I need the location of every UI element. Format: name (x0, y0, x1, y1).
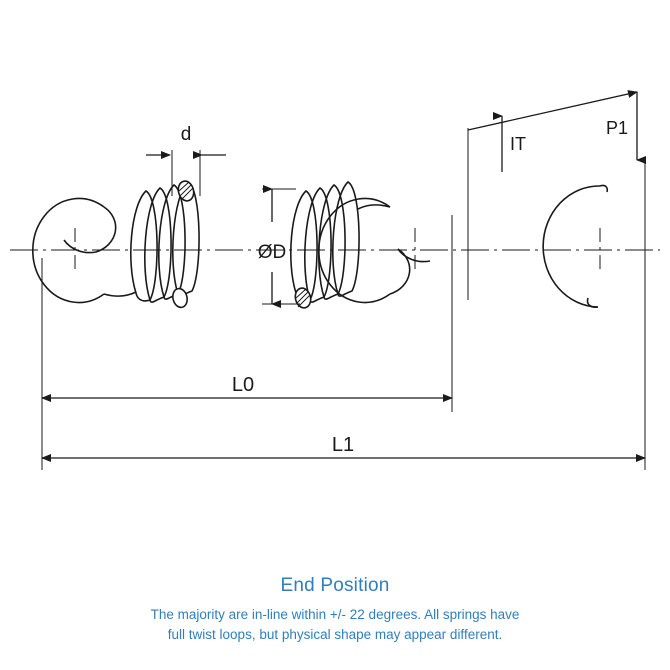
caption-title: End Position (280, 575, 390, 596)
initial-tension-label: IT (510, 134, 526, 154)
caption-note-line-2: full twist loops, but physical shape may appear different. (167, 626, 503, 642)
caption-block (0, 575, 670, 644)
loop-position-label: P1 (605, 118, 628, 138)
free-length-label: L0 (231, 374, 255, 396)
open-end-loop-illustration (543, 185, 607, 307)
loop-position-dimension (606, 92, 637, 160)
overall-length-label: L1 (331, 434, 355, 456)
caption-note (55, 605, 615, 644)
left-coil-group (131, 179, 199, 308)
caption-note-line-1: The majority are in-line within +/- 22 degrees. All springs have (150, 607, 520, 622)
outer-diameter-label: ØD (257, 242, 287, 263)
free-length-dimension (42, 215, 452, 412)
wire-diameter-label: d (180, 124, 192, 145)
overall-length-dimension (42, 160, 645, 470)
